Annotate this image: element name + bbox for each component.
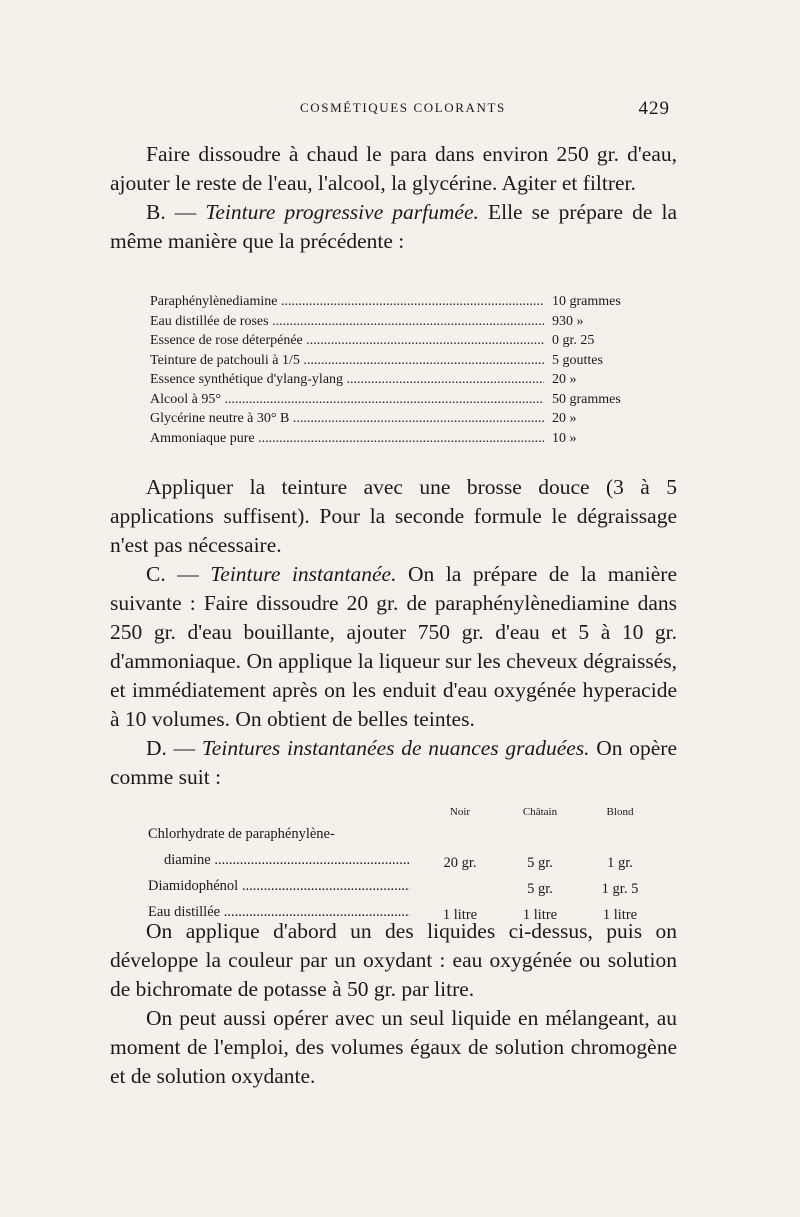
ingredient-qty: 0 gr. 25 xyxy=(552,333,595,348)
cell-noir: 20 gr. xyxy=(443,855,477,871)
section-c-title: Teinture instantanée. xyxy=(210,562,397,586)
cell-blond: 1 gr. xyxy=(607,855,633,871)
ingredient-qty: 20 » xyxy=(552,411,577,426)
paragraph-section-c xyxy=(110,560,677,734)
ingredient-name: Teinture de patchouli à 1/5 ..... xyxy=(150,351,544,371)
cell-noir: 1 litre xyxy=(442,907,478,923)
recipe-row xyxy=(150,429,650,449)
column-header-blond: Blond xyxy=(606,806,634,818)
cell-noir xyxy=(420,824,500,850)
section-b-title: Teinture progressive parfumée. xyxy=(205,200,479,224)
cell-chatain: 1 litre xyxy=(522,907,558,923)
cell-chatain xyxy=(500,824,580,850)
section-b-prefix: B. — xyxy=(146,200,206,224)
paragraph-apply-first: On applique d'abord un des liquides ci-dessus, puis on développe la couleur par un oxydant : eau oxygénée ou solution de bichromate de potasse à 50 gr. par litre. xyxy=(110,919,677,1001)
ingredient-name: Paraphénylènediamine ..... xyxy=(150,292,544,312)
cell-chatain: 5 gr. xyxy=(527,881,553,897)
paragraph-block-1 xyxy=(110,140,677,256)
ingredient-name: Essence de rose déterpénée ..... xyxy=(150,331,544,351)
cell-noir xyxy=(420,876,500,902)
column-header-noir: Noir xyxy=(449,806,471,818)
running-head xyxy=(110,100,670,124)
column-header-chatain: Châtain xyxy=(522,806,558,818)
paragraph-apply: Appliquer la teinture avec une brosse douce (3 à 5 applications suffisent). Pour la seconde formule le dégraissage n'est pas nécessaire. xyxy=(110,475,677,557)
recipe-row xyxy=(150,409,650,429)
section-b-text: Elle se prépare de la même manière que la précédente : xyxy=(110,200,678,253)
ingredient-name: Alcool à 95° ..... xyxy=(150,390,544,410)
row-label-text: Eau distillée ..... xyxy=(148,902,410,922)
table-header-row xyxy=(148,802,660,824)
recipe-row xyxy=(150,351,650,371)
section-c-prefix: C. — xyxy=(146,562,211,586)
recipe-row xyxy=(150,370,650,390)
shades-table xyxy=(148,802,660,928)
paragraph-block-2 xyxy=(110,473,677,792)
paragraph-single-liquid: On peut aussi opérer avec un seul liquide en mélangeant, au moment de l'emploi, des volumes égaux de solution chromogène et de solution oxydante. xyxy=(110,1006,677,1088)
table-row xyxy=(148,824,660,850)
paragraph-section-b xyxy=(110,198,677,256)
row-label-text: diamine ..... xyxy=(148,850,410,870)
paragraph-section-d xyxy=(110,734,677,792)
cell-blond: 1 gr. 5 xyxy=(601,881,639,897)
section-c-text: On la prépare de la manière suivante : Faire dissoudre 20 gr. de paraphénylènediamine dans 250 gr. d'eau bouillante, ajouter 750 gr. d'eau et 5 à 10 gr. d'ammoniaque. On applique la liqueur sur les cheveux dégraissés, et immédiatement après on les enduit d'eau oxygénée hyperacide à 10 volumes. On obtient de belles teintes. xyxy=(110,562,677,731)
paragraph-block-3 xyxy=(110,917,677,1091)
page-number: 429 xyxy=(638,98,670,119)
recipe-row xyxy=(150,390,650,410)
recipe-row xyxy=(150,292,650,312)
section-d-title: Teintures instantanées de nuances graduées. xyxy=(201,736,590,760)
ingredient-qty: 930 » xyxy=(552,313,584,329)
ingredient-qty: 10 grammes xyxy=(552,294,621,309)
section-d-text: On opère comme suit : xyxy=(110,736,677,789)
cell-blond: 1 litre xyxy=(602,907,638,923)
ingredient-qty: 5 gouttes xyxy=(552,352,603,368)
ingredient-name: Ammoniaque pure ..... xyxy=(150,429,544,449)
section-d-prefix: D. — xyxy=(146,736,202,760)
row-label-text: Diamidophénol ..... xyxy=(148,876,410,896)
running-title: COSMÉTIQUES COLORANTS xyxy=(300,100,506,115)
table-row xyxy=(148,850,660,876)
row-label xyxy=(148,876,420,902)
row-label xyxy=(148,824,420,850)
ingredient-qty: 20 » xyxy=(552,372,577,387)
ingredient-name: Eau distillée de roses ..... xyxy=(150,312,544,332)
table-row xyxy=(148,876,660,902)
paragraph-dissolve: Faire dissoudre à chaud le para dans environ 250 gr. d'eau, ajouter le reste de l'eau, l'alcool, la glycérine. Agiter et filtrer. xyxy=(110,142,677,195)
recipe-row xyxy=(150,312,650,332)
cell-blond xyxy=(580,824,660,850)
row-label-text: Chlorhydrate de paraphénylène- xyxy=(148,826,335,842)
table-header-empty xyxy=(148,802,420,824)
cell-chatain: 5 gr. xyxy=(527,855,553,871)
ingredient-name: Essence synthétique d'ylang-ylang ..... xyxy=(150,370,544,390)
ingredient-qty: 10 » xyxy=(552,430,577,446)
recipe-list xyxy=(150,292,650,448)
row-label xyxy=(148,850,420,876)
ingredient-name: Glycérine neutre à 30° B ..... xyxy=(150,409,544,429)
recipe-row xyxy=(150,331,650,351)
ingredient-qty: 50 grammes xyxy=(552,391,621,407)
